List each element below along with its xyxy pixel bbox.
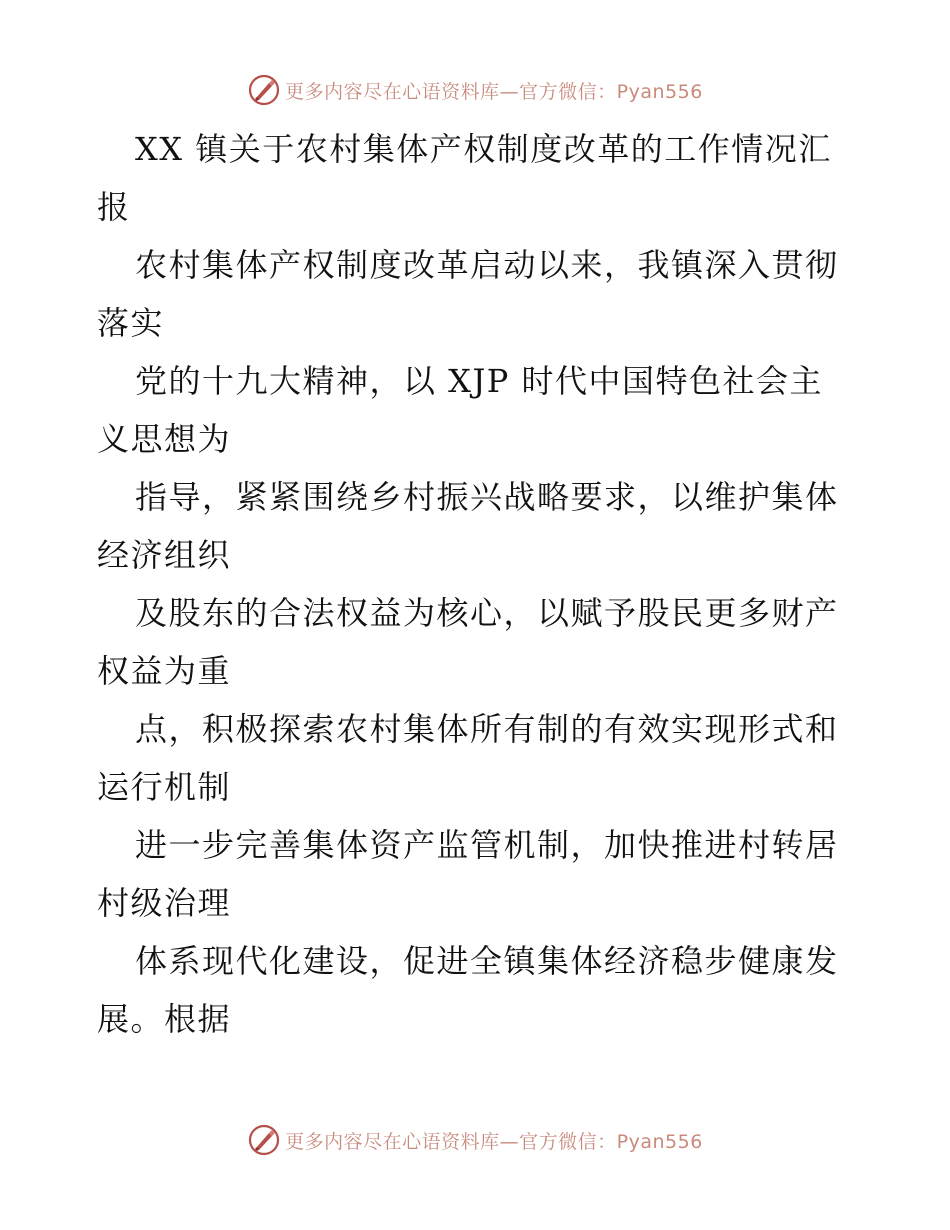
text-line: 权益为重: [97, 652, 232, 690]
text-line: 展。根据: [97, 1000, 232, 1038]
pen-logo-icon: [247, 73, 281, 107]
text-line: 经济组织: [97, 536, 232, 574]
text-line: 报: [97, 188, 131, 226]
watermark-text: 更多内容尽在心语资料库—官方微信：Pyan556: [285, 80, 703, 103]
text-line: XX 镇关于农村集体产权制度改革的工作情况汇: [135, 130, 832, 168]
text-line: 落实: [97, 304, 165, 342]
text-line: 及股东的合法权益为核心，以赋予股民更多财产: [135, 594, 839, 632]
watermark-text: 更多内容尽在心语资料库—官方微信：Pyan556: [285, 1130, 703, 1153]
text-line: 体系现代化建设，促进全镇集体经济稳步健康发: [135, 942, 839, 980]
text-line: 义思想为: [97, 420, 232, 458]
text-line: 进一步完善集体资产监管机制，加快推进村转居: [135, 826, 839, 864]
text-line: 农村集体产权制度改革启动以来，我镇深入贯彻: [135, 246, 839, 284]
pen-logo-icon: [247, 1123, 281, 1157]
text-line: 指导，紧紧围绕乡村振兴战略要求，以维护集体: [135, 478, 839, 516]
text-line: 村级治理: [97, 884, 232, 922]
footer-watermark: [0, 1120, 950, 1160]
text-line: 党的十九大精神，以 XJP 时代中国特色社会主: [135, 362, 823, 400]
header-watermark: [0, 70, 950, 110]
text-line: 运行机制: [97, 768, 232, 806]
document-body: [97, 120, 857, 1048]
text-line: 点，积极探索农村集体所有制的有效实现形式和: [135, 710, 839, 748]
